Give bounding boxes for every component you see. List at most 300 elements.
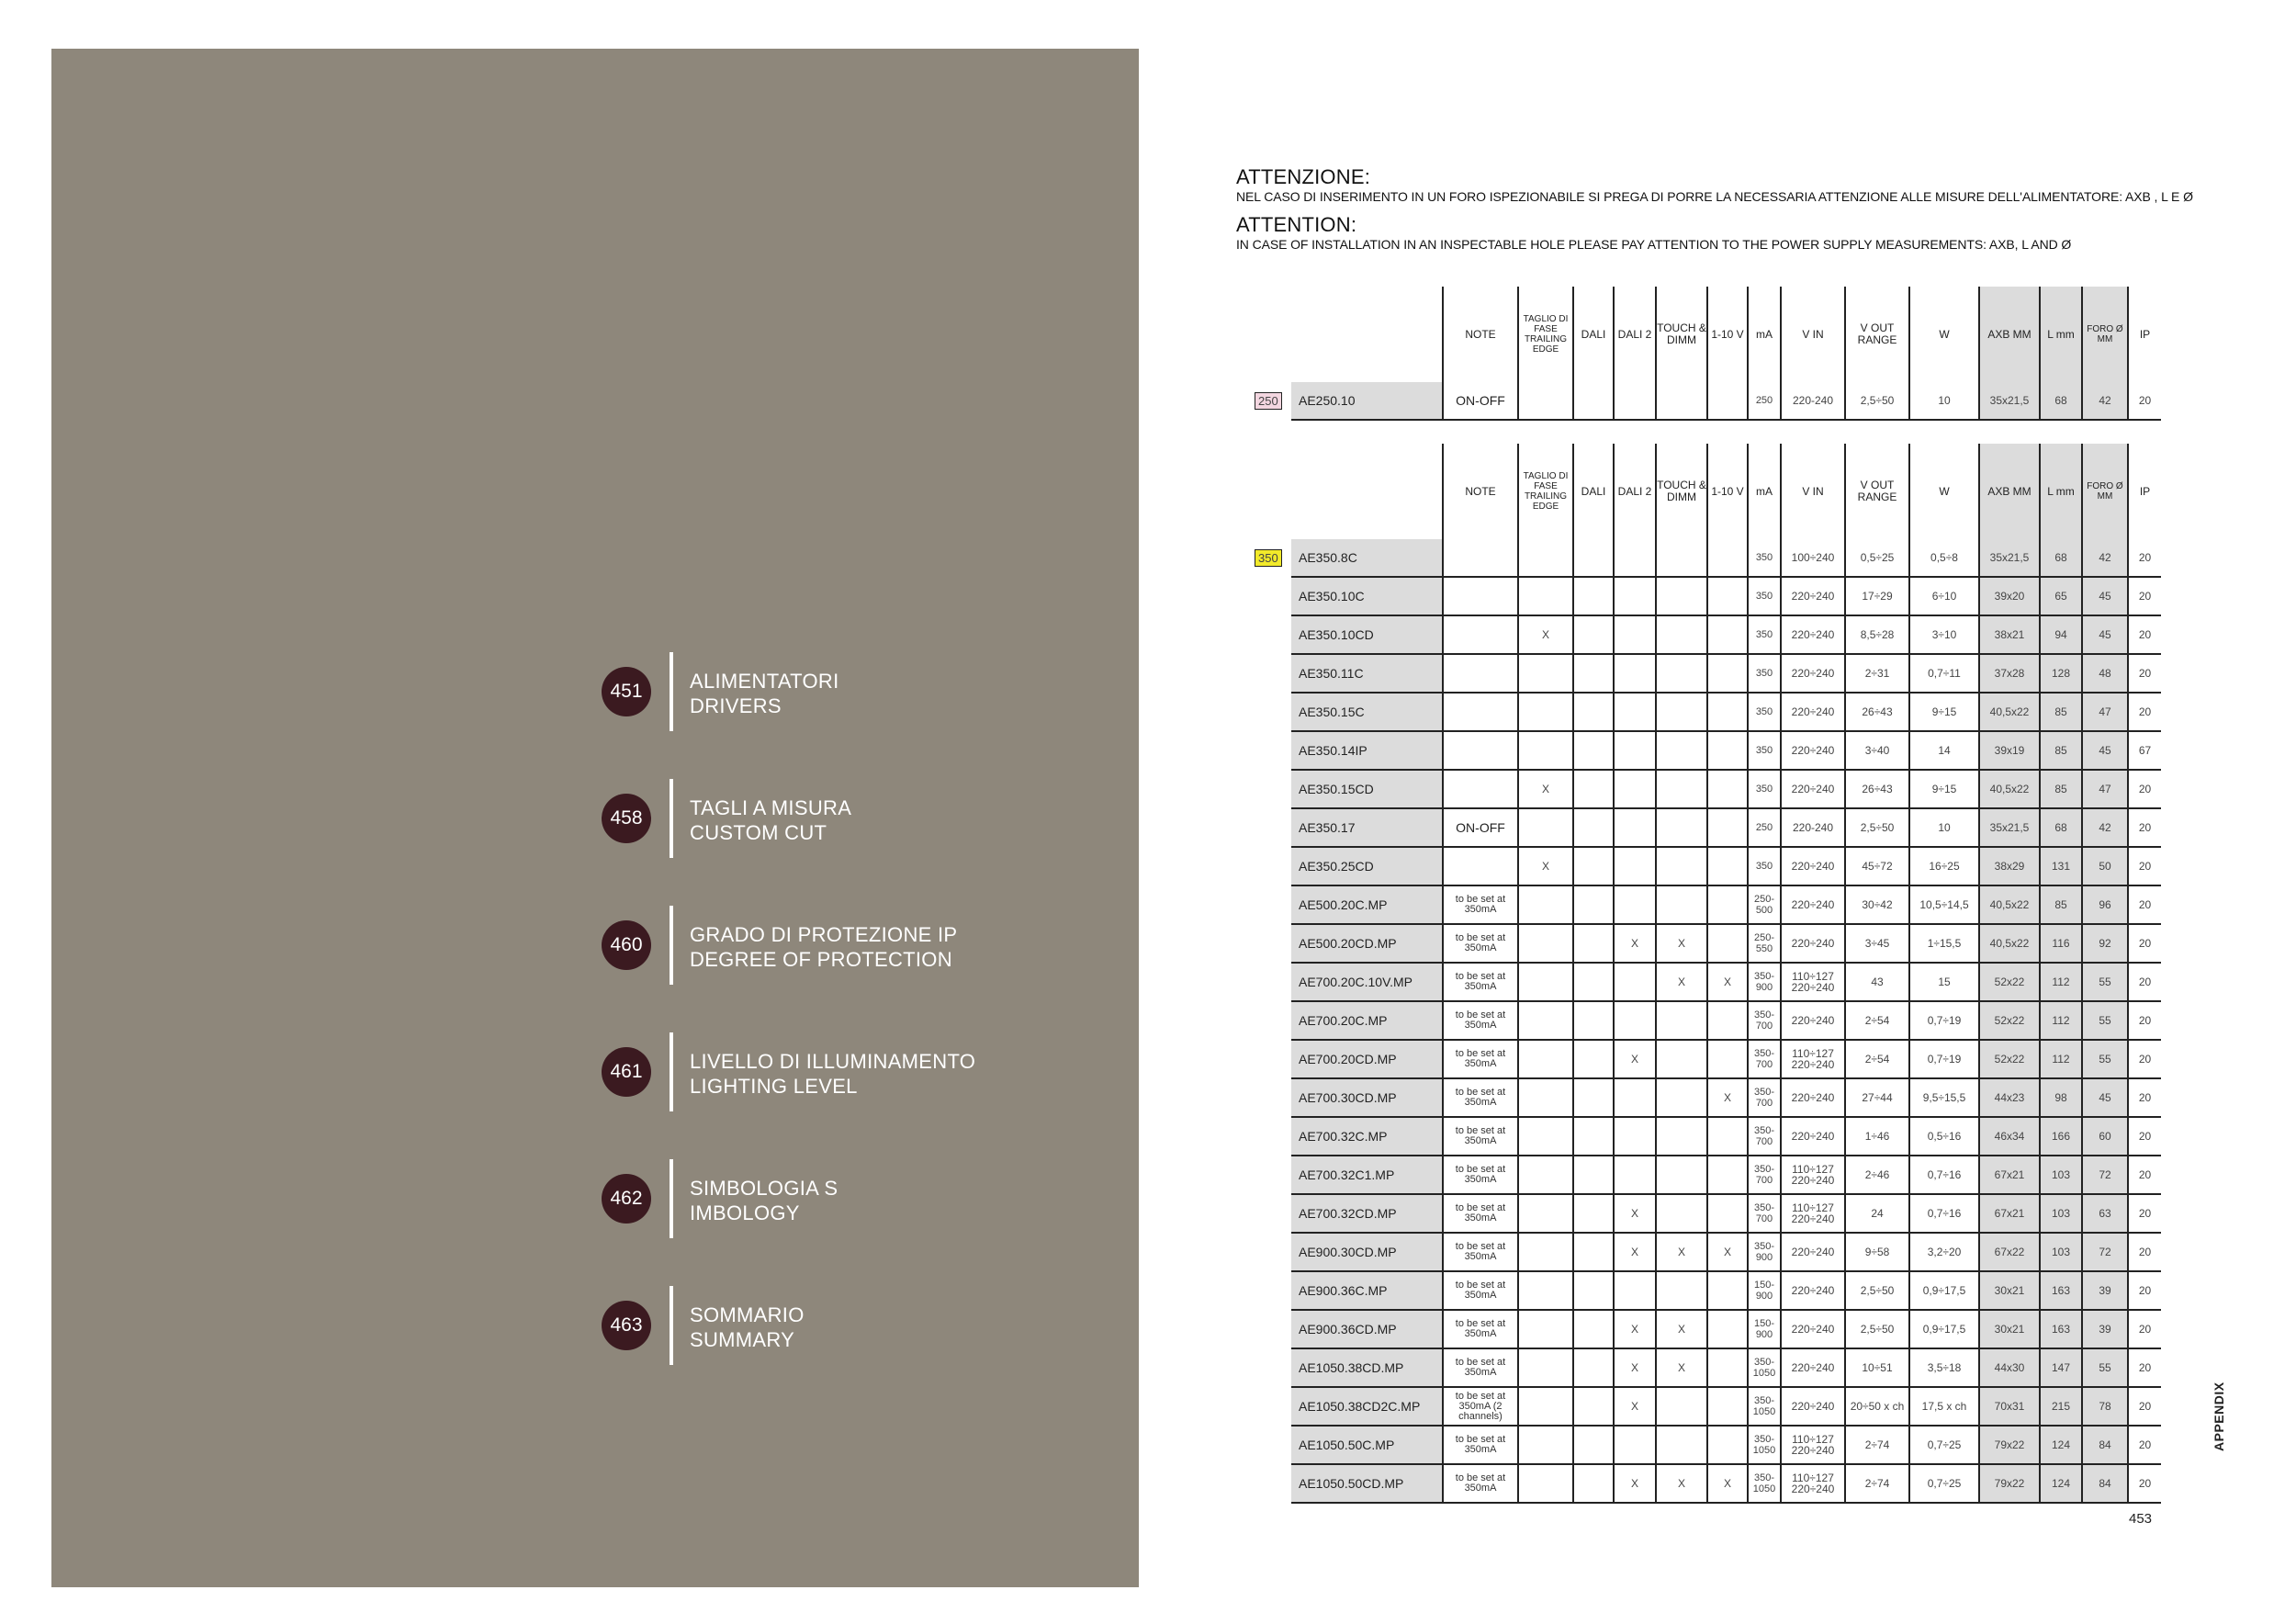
- cell-ma: 350- 1050: [1748, 1426, 1781, 1464]
- cell-v110: [1707, 654, 1748, 693]
- column-header-vin: V IN: [1781, 287, 1845, 382]
- table-row: [1247, 1117, 2161, 1156]
- cell-vout: 43: [1845, 963, 1909, 1001]
- cell-vout: 2÷31: [1845, 654, 1909, 693]
- table-row: [1247, 1387, 2161, 1426]
- model-code: AE350.10C: [1291, 577, 1443, 615]
- toc-title-en: IMBOLOGY: [690, 1201, 800, 1224]
- cell-note: to be set at 350mA: [1443, 1464, 1518, 1503]
- cell-note: to be set at 350mA: [1443, 1117, 1518, 1156]
- model-code: AE1050.38CD.MP: [1291, 1348, 1443, 1387]
- cell-axb: 35x21,5: [1979, 382, 2040, 420]
- cell-vout: 10÷51: [1845, 1348, 1909, 1387]
- cell-ip: 20: [2128, 1387, 2161, 1426]
- cell-vout: 17÷29: [1845, 577, 1909, 615]
- cell-foro: 55: [2082, 963, 2128, 1001]
- cell-w: 15: [1909, 963, 1979, 1001]
- cell-touch: [1656, 615, 1707, 654]
- table-row: [1247, 577, 2161, 615]
- cell-ip: 20: [2128, 1194, 2161, 1233]
- model-code: AE900.36C.MP: [1291, 1271, 1443, 1310]
- model-code: AE350.15C: [1291, 693, 1443, 731]
- cell-note: to be set at 350mA: [1443, 1078, 1518, 1117]
- cell-foro: 55: [2082, 1348, 2128, 1387]
- toc-entry[interactable]: [602, 1159, 1153, 1238]
- cell-v110: [1707, 615, 1748, 654]
- cell-note: [1443, 770, 1518, 808]
- column-header-ip: IP: [2128, 444, 2161, 539]
- toc-entry[interactable]: [602, 652, 1153, 731]
- model-code: AE700.32C1.MP: [1291, 1156, 1443, 1194]
- cell-dali: [1573, 1271, 1614, 1310]
- cell-touch: X: [1656, 1464, 1707, 1503]
- cell-axb: 30x21: [1979, 1310, 2040, 1348]
- cell-w: 3,5÷18: [1909, 1348, 1979, 1387]
- divider: [670, 652, 673, 731]
- appendix-side-label: APPENDIX: [2212, 1382, 2226, 1451]
- cell-w: 9÷15: [1909, 770, 1979, 808]
- cell-ma: 350: [1748, 615, 1781, 654]
- current-badge-cell: [1247, 577, 1291, 615]
- cell-note: ON-OFF: [1443, 382, 1518, 420]
- cell-dali2: [1614, 808, 1656, 847]
- cell-taglio: [1518, 924, 1573, 963]
- cell-w: 0,7÷19: [1909, 1040, 1979, 1078]
- cell-l: 94: [2040, 615, 2082, 654]
- cell-foro: 39: [2082, 1310, 2128, 1348]
- cell-foro: 55: [2082, 1040, 2128, 1078]
- cell-l: 124: [2040, 1426, 2082, 1464]
- cell-touch: [1656, 770, 1707, 808]
- cell-v110: X: [1707, 1078, 1748, 1117]
- cell-vin: 110÷127 220÷240: [1781, 1426, 1845, 1464]
- current-badge-cell: [1247, 1117, 1291, 1156]
- current-badge-cell: [1247, 1348, 1291, 1387]
- cell-l: 85: [2040, 731, 2082, 770]
- table-row: [1247, 654, 2161, 693]
- cell-vout: 2,5÷50: [1845, 1310, 1909, 1348]
- cell-vout: 1÷46: [1845, 1117, 1909, 1156]
- column-header-foro: FORO Ø MM: [2082, 444, 2128, 539]
- model-code: AE350.15CD: [1291, 770, 1443, 808]
- table-row: [1247, 1001, 2161, 1040]
- current-badge-cell: [1247, 1001, 1291, 1040]
- toc-title-it: SOMMARIO: [690, 1303, 805, 1326]
- cell-taglio: [1518, 1078, 1573, 1117]
- cell-axb: 38x21: [1979, 615, 2040, 654]
- cell-dali2: [1614, 577, 1656, 615]
- cell-ip: 20: [2128, 963, 2161, 1001]
- toc-title: [690, 795, 851, 845]
- cell-axb: 70x31: [1979, 1387, 2040, 1426]
- cell-ip: 20: [2128, 924, 2161, 963]
- cell-v110: [1707, 847, 1748, 885]
- model-code: AE700.20C.10V.MP: [1291, 963, 1443, 1001]
- cell-ma: 350: [1748, 731, 1781, 770]
- table-row: [1247, 770, 2161, 808]
- table-row: [1247, 1271, 2161, 1310]
- cell-axb: 52x22: [1979, 1040, 2040, 1078]
- cell-ip: 20: [2128, 693, 2161, 731]
- cell-ma: 350- 1050: [1748, 1348, 1781, 1387]
- cell-ip: 20: [2128, 1078, 2161, 1117]
- spec-table-350: [1247, 444, 2161, 1504]
- cell-vin: 220÷240: [1781, 847, 1845, 885]
- cell-ip: 20: [2128, 1233, 2161, 1271]
- cell-w: 9÷15: [1909, 693, 1979, 731]
- cell-vin: 110÷127 220÷240: [1781, 1156, 1845, 1194]
- toc-title-en: CUSTOM CUT: [690, 821, 827, 844]
- toc-title-it: LIVELLO DI ILLUMINAMENTO: [690, 1050, 976, 1073]
- cell-v110: [1707, 1310, 1748, 1348]
- cell-vin: 220-240: [1781, 808, 1845, 847]
- column-header-dali: DALI: [1573, 287, 1614, 382]
- cell-v110: [1707, 770, 1748, 808]
- cell-v110: [1707, 1194, 1748, 1233]
- toc-title-it: ALIMENTATORI: [690, 670, 839, 693]
- cell-ma: 350: [1748, 847, 1781, 885]
- table-row: [1247, 539, 2161, 577]
- cell-dali: [1573, 1310, 1614, 1348]
- cell-v110: [1707, 1117, 1748, 1156]
- cell-ip: 20: [2128, 1001, 2161, 1040]
- cell-axb: 67x21: [1979, 1194, 2040, 1233]
- cell-l: 103: [2040, 1233, 2082, 1271]
- cell-taglio: [1518, 1040, 1573, 1078]
- cell-foro: 45: [2082, 731, 2128, 770]
- notice-en-body: IN CASE OF INSTALLATION IN AN INSPECTABLE HOLE PLEASE PAY ATTENTION TO THE POWER SUPPLY MEASUREMENTS: AXB, L AND Ø: [1236, 237, 2072, 252]
- current-badge-cell: [1247, 1233, 1291, 1271]
- cell-vout: 30÷42: [1845, 885, 1909, 924]
- column-header-dali2: DALI 2: [1614, 287, 1656, 382]
- header-spacer: [1291, 287, 1443, 382]
- table-row: [1247, 731, 2161, 770]
- cell-w: 0,7÷19: [1909, 1001, 1979, 1040]
- cell-touch: [1656, 1040, 1707, 1078]
- cell-w: 6÷10: [1909, 577, 1979, 615]
- divider: [670, 1032, 673, 1111]
- cell-taglio: [1518, 577, 1573, 615]
- cell-touch: [1656, 1426, 1707, 1464]
- cell-v110: [1707, 1426, 1748, 1464]
- toc-title-en: DRIVERS: [690, 694, 782, 717]
- cell-axb: 37x28: [1979, 654, 2040, 693]
- model-code: AE350.17: [1291, 808, 1443, 847]
- cell-touch: X: [1656, 1310, 1707, 1348]
- cell-l: 112: [2040, 963, 2082, 1001]
- page-number: 453: [2129, 1511, 2153, 1527]
- table-row: [1247, 1426, 2161, 1464]
- cell-ip: 20: [2128, 1040, 2161, 1078]
- cell-vin: 220÷240: [1781, 770, 1845, 808]
- cell-vin: 220÷240: [1781, 577, 1845, 615]
- cell-dali: [1573, 1001, 1614, 1040]
- cell-touch: X: [1656, 1233, 1707, 1271]
- current-badge-cell: [1247, 770, 1291, 808]
- cell-ma: 250- 500: [1748, 885, 1781, 924]
- cell-foro: 47: [2082, 770, 2128, 808]
- toc-title-en: SUMMARY: [690, 1328, 795, 1351]
- cell-note: to be set at 350mA: [1443, 885, 1518, 924]
- model-code: AE350.8C: [1291, 539, 1443, 577]
- cell-dali2: [1614, 654, 1656, 693]
- model-code: AE350.10CD: [1291, 615, 1443, 654]
- cell-taglio: X: [1518, 770, 1573, 808]
- cell-dali2: [1614, 770, 1656, 808]
- column-header-dali2: DALI 2: [1614, 444, 1656, 539]
- model-code: AE900.30CD.MP: [1291, 1233, 1443, 1271]
- cell-touch: [1656, 539, 1707, 577]
- current-badge-cell: [1247, 847, 1291, 885]
- current-badge-cell: [1247, 1387, 1291, 1426]
- cell-ma: 350- 900: [1748, 963, 1781, 1001]
- cell-w: 0,5÷16: [1909, 1117, 1979, 1156]
- cell-taglio: [1518, 693, 1573, 731]
- cell-axb: 35x21,5: [1979, 808, 2040, 847]
- cell-foro: 72: [2082, 1156, 2128, 1194]
- notice-italian: [1236, 165, 2193, 204]
- cell-v110: X: [1707, 1233, 1748, 1271]
- cell-ma: 350: [1748, 770, 1781, 808]
- cell-vout: 0,5÷25: [1845, 539, 1909, 577]
- cell-l: 103: [2040, 1194, 2082, 1233]
- cell-dali: [1573, 731, 1614, 770]
- cell-ma: 350- 1050: [1748, 1387, 1781, 1426]
- toc-title-it: TAGLI A MISURA: [690, 796, 852, 819]
- cell-axb: 40,5x22: [1979, 770, 2040, 808]
- model-code: AE350.14IP: [1291, 731, 1443, 770]
- cell-v110: [1707, 539, 1748, 577]
- cell-ip: 20: [2128, 539, 2161, 577]
- cell-note: to be set at 350mA: [1443, 1233, 1518, 1271]
- cell-axb: 52x22: [1979, 963, 2040, 1001]
- cell-ip: 67: [2128, 731, 2161, 770]
- current-badge-cell: [1247, 1040, 1291, 1078]
- cell-l: 112: [2040, 1001, 2082, 1040]
- column-header-touch: TOUCH & DIMM: [1656, 444, 1707, 539]
- cell-foro: 45: [2082, 577, 2128, 615]
- header-spacer: [1247, 444, 1291, 539]
- toc-title: [690, 1049, 975, 1099]
- cell-axb: 39x19: [1979, 731, 2040, 770]
- cell-note: to be set at 350mA: [1443, 1156, 1518, 1194]
- cell-vin: 220÷240: [1781, 693, 1845, 731]
- cell-v110: [1707, 1156, 1748, 1194]
- cell-dali2: [1614, 885, 1656, 924]
- cell-taglio: [1518, 654, 1573, 693]
- cell-taglio: [1518, 1233, 1573, 1271]
- current-badge-cell: [1247, 1464, 1291, 1503]
- toc-entry[interactable]: [602, 1032, 1153, 1111]
- page-number-badge: 461: [602, 1047, 651, 1097]
- cell-ma: 350: [1748, 654, 1781, 693]
- cell-vin: 220÷240: [1781, 615, 1845, 654]
- cell-touch: [1656, 1156, 1707, 1194]
- cell-l: 166: [2040, 1117, 2082, 1156]
- cell-vout: 27÷44: [1845, 1078, 1909, 1117]
- cell-vout: 26÷43: [1845, 693, 1909, 731]
- cell-v110: [1707, 924, 1748, 963]
- page-number-badge: 451: [602, 667, 651, 716]
- cell-note: to be set at 350mA: [1443, 1310, 1518, 1348]
- toc-title-it: SIMBOLOGIA S: [690, 1177, 838, 1200]
- cell-dali: [1573, 539, 1614, 577]
- current-badge-cell: [1247, 1156, 1291, 1194]
- cell-dali: [1573, 1040, 1614, 1078]
- cell-axb: 39x20: [1979, 577, 2040, 615]
- cell-dali2: X: [1614, 1194, 1656, 1233]
- cell-foro: 84: [2082, 1464, 2128, 1503]
- cell-touch: X: [1656, 963, 1707, 1001]
- cell-touch: X: [1656, 1348, 1707, 1387]
- cell-v110: X: [1707, 1464, 1748, 1503]
- cell-vin: 220÷240: [1781, 1117, 1845, 1156]
- cell-dali: [1573, 382, 1614, 420]
- cell-l: 103: [2040, 1156, 2082, 1194]
- cell-dali2: [1614, 382, 1656, 420]
- table-row: [1247, 924, 2161, 963]
- cell-dali: [1573, 1078, 1614, 1117]
- column-header-v110: 1-10 V: [1707, 287, 1748, 382]
- cell-axb: 40,5x22: [1979, 924, 2040, 963]
- cell-dali2: [1614, 1078, 1656, 1117]
- cell-foro: 63: [2082, 1194, 2128, 1233]
- cell-ip: 20: [2128, 808, 2161, 847]
- cell-v110: [1707, 577, 1748, 615]
- cell-dali: [1573, 577, 1614, 615]
- cell-foro: 42: [2082, 382, 2128, 420]
- cell-l: 215: [2040, 1387, 2082, 1426]
- table-row: [1247, 382, 2161, 420]
- cell-note: to be set at 350mA: [1443, 1001, 1518, 1040]
- toc-title: [690, 1303, 805, 1352]
- toc-entry[interactable]: [602, 1286, 1153, 1365]
- cell-dali2: [1614, 1426, 1656, 1464]
- cell-v110: [1707, 1271, 1748, 1310]
- cell-w: 0,7÷11: [1909, 654, 1979, 693]
- cell-touch: [1656, 731, 1707, 770]
- cell-ip: 20: [2128, 885, 2161, 924]
- column-header-ma: mA: [1748, 444, 1781, 539]
- column-header-vout: V OUT RANGE: [1845, 444, 1909, 539]
- cell-vin: 100÷240: [1781, 539, 1845, 577]
- cell-foro: 39: [2082, 1271, 2128, 1310]
- model-code: AE250.10: [1291, 382, 1443, 420]
- table-header-row: [1247, 444, 2161, 539]
- cell-foro: 48: [2082, 654, 2128, 693]
- cell-ma: 250: [1748, 808, 1781, 847]
- cell-w: 17,5 x ch: [1909, 1387, 1979, 1426]
- cell-l: 68: [2040, 539, 2082, 577]
- current-badge-cell: [1247, 924, 1291, 963]
- model-code: AE500.20CD.MP: [1291, 924, 1443, 963]
- cell-note: to be set at 350mA: [1443, 1426, 1518, 1464]
- notice-it-title: ATTENZIONE:: [1236, 165, 1371, 188]
- cell-axb: 44x23: [1979, 1078, 2040, 1117]
- page-number-badge: 463: [602, 1301, 651, 1350]
- cell-taglio: X: [1518, 615, 1573, 654]
- cell-vin: 110÷127 220÷240: [1781, 963, 1845, 1001]
- cell-l: 124: [2040, 1464, 2082, 1503]
- divider: [670, 1286, 673, 1365]
- cell-ma: 350: [1748, 539, 1781, 577]
- spec-table-250: [1247, 287, 2161, 421]
- cell-touch: [1656, 654, 1707, 693]
- current-badge: 250: [1255, 392, 1282, 410]
- current-badge-cell: [1247, 1194, 1291, 1233]
- cell-l: 68: [2040, 808, 2082, 847]
- toc-entry[interactable]: [602, 779, 1153, 858]
- cell-ip: 20: [2128, 847, 2161, 885]
- cell-axb: 46x34: [1979, 1117, 2040, 1156]
- cell-foro: 47: [2082, 693, 2128, 731]
- cell-vin: 220÷240: [1781, 731, 1845, 770]
- cell-note: to be set at 350mA: [1443, 1271, 1518, 1310]
- cell-ma: 250: [1748, 382, 1781, 420]
- notice-it-body: NEL CASO DI INSERIMENTO IN UN FORO ISPEZIONABILE SI PREGA DI PORRE LA NECESSARIA ATTENZIONE ALLE MISURE DELL'ALIMENTATORE: AXB , L E Ø: [1236, 189, 2193, 204]
- cell-vout: 9÷58: [1845, 1233, 1909, 1271]
- cell-foro: 92: [2082, 924, 2128, 963]
- cell-vout: 24: [1845, 1194, 1909, 1233]
- cell-w: 3,2÷20: [1909, 1233, 1979, 1271]
- cell-w: 0,7÷16: [1909, 1194, 1979, 1233]
- cell-dali: [1573, 1233, 1614, 1271]
- cell-ma: 350: [1748, 693, 1781, 731]
- cell-vin: 220÷240: [1781, 1078, 1845, 1117]
- cell-ma: 350- 900: [1748, 1233, 1781, 1271]
- toc-title: [690, 669, 839, 718]
- cell-w: 0,7÷25: [1909, 1426, 1979, 1464]
- column-header-axb: AXB MM: [1979, 287, 2040, 382]
- cell-axb: 40,5x22: [1979, 885, 2040, 924]
- cell-dali: [1573, 885, 1614, 924]
- cell-v110: [1707, 885, 1748, 924]
- cell-dali2: [1614, 1156, 1656, 1194]
- cell-dali: [1573, 1117, 1614, 1156]
- cell-note: [1443, 539, 1518, 577]
- cell-dali: [1573, 808, 1614, 847]
- cell-vout: 2,5÷50: [1845, 382, 1909, 420]
- cell-ma: 150- 900: [1748, 1310, 1781, 1348]
- cell-vout: 2÷54: [1845, 1040, 1909, 1078]
- cell-touch: [1656, 577, 1707, 615]
- divider: [670, 779, 673, 858]
- cell-touch: [1656, 1078, 1707, 1117]
- cell-vout: 26÷43: [1845, 770, 1909, 808]
- cell-l: 131: [2040, 847, 2082, 885]
- cell-touch: X: [1656, 924, 1707, 963]
- column-header-foro: FORO Ø MM: [2082, 287, 2128, 382]
- cell-vout: 2÷74: [1845, 1464, 1909, 1503]
- model-code: AE700.20C.MP: [1291, 1001, 1443, 1040]
- cell-ip: 20: [2128, 1348, 2161, 1387]
- cell-note: [1443, 577, 1518, 615]
- cell-axb: 40,5x22: [1979, 693, 2040, 731]
- cell-touch: [1656, 693, 1707, 731]
- toc-entry[interactable]: [602, 906, 1153, 985]
- cell-ma: 350: [1748, 577, 1781, 615]
- cell-axb: 52x22: [1979, 1001, 2040, 1040]
- cell-foro: 50: [2082, 847, 2128, 885]
- cell-taglio: [1518, 1464, 1573, 1503]
- column-header-vin: V IN: [1781, 444, 1845, 539]
- column-header-w: W: [1909, 444, 1979, 539]
- cell-dali: [1573, 1464, 1614, 1503]
- page-number-badge: 462: [602, 1174, 651, 1224]
- cell-ip: 20: [2128, 615, 2161, 654]
- cell-vout: 3÷40: [1845, 731, 1909, 770]
- cell-touch: [1656, 1271, 1707, 1310]
